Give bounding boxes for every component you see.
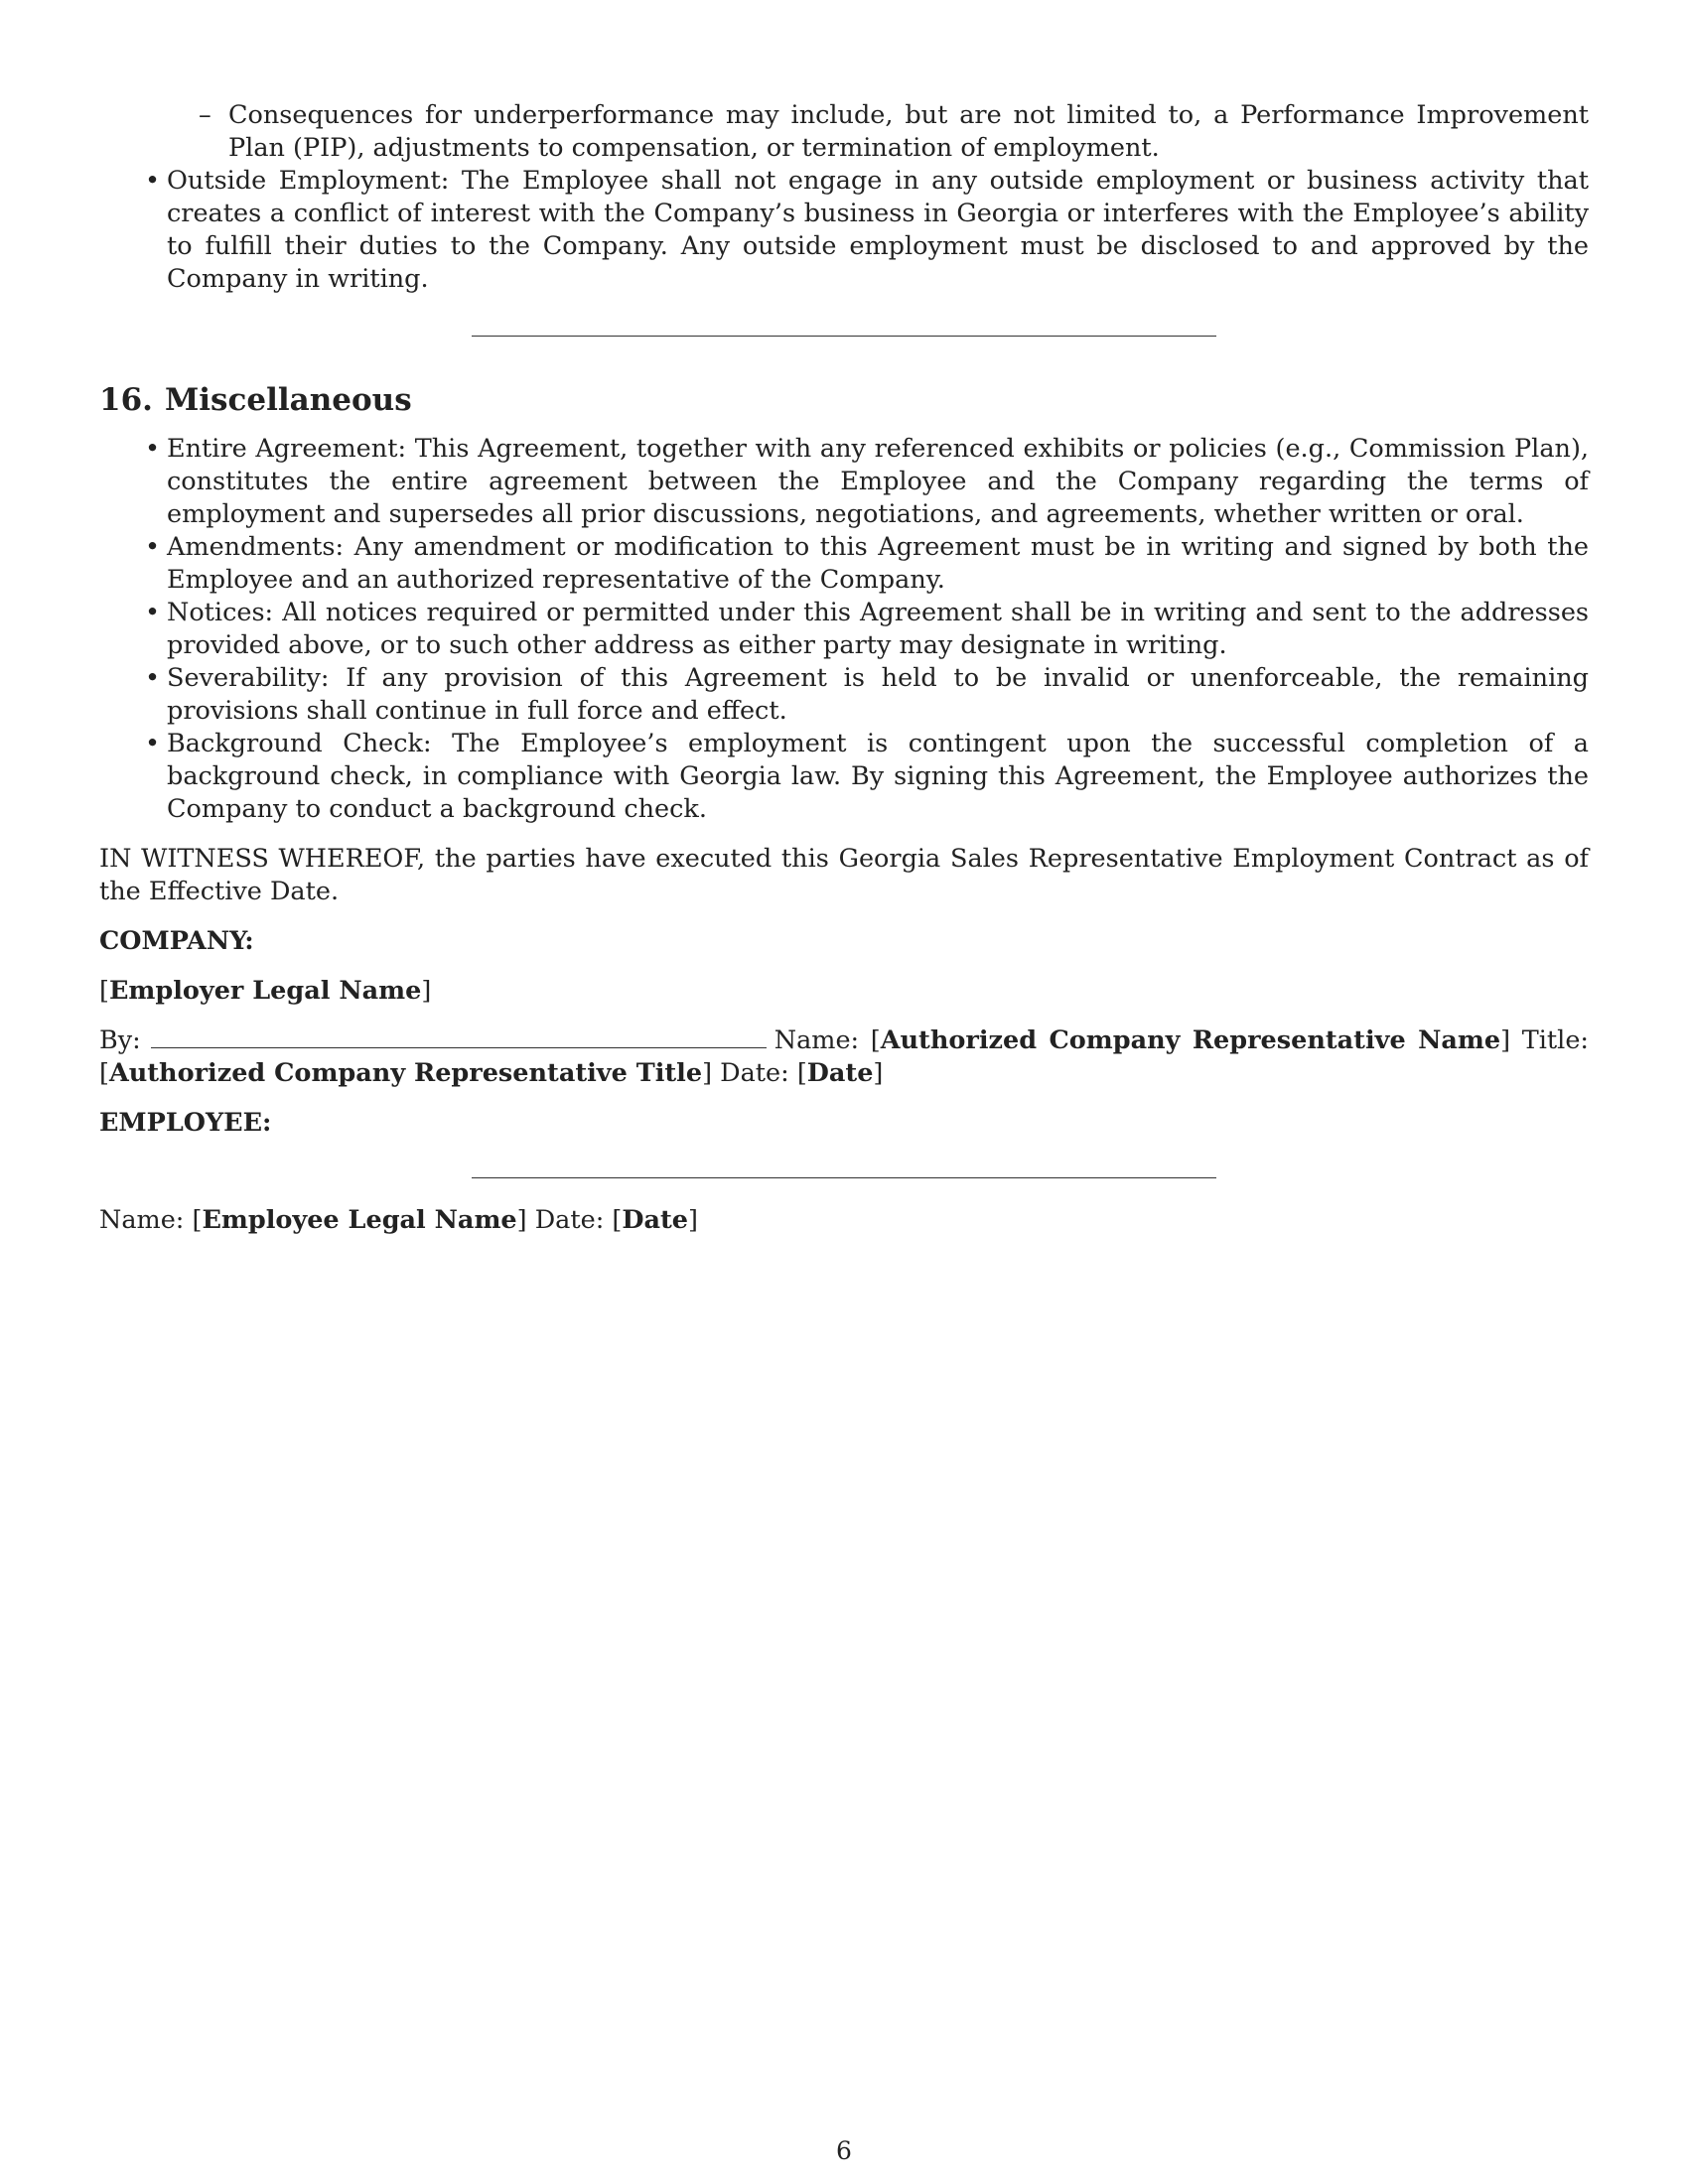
item-label: Entire Agreement:: [167, 434, 407, 464]
item-text: The Employee shall not engage in any outside employment or business activity that creates a conflict of interest with the Company’s business in Georgia or interferes with the Employee’s ability to fulfill their duties to the Company. Any outside employment must be disclosed to and approved by the Company in writing.: [167, 166, 1590, 294]
witness-clause: IN WITNESS WHEREOF, the parties have executed this Georgia Sales Representative Employment Contract as of the Effective Date.: [99, 844, 1589, 906]
sub-item-list: [99, 99, 1589, 165]
name-label: Name:: [774, 1025, 860, 1055]
item-text: All notices required or permitted under this Agreement shall be in writing and sent to the addresses provided above, or to such other address as either party may designate in writing.: [167, 598, 1589, 660]
item-text: This Agreement, together with any referenced exhibits or policies (e.g., Commission Plan), constitutes the entire agreement between the Employee and the Company regarding the terms of employment and supersedes all prior discussions, negotiations, and agreements, whether written or oral.: [167, 434, 1590, 529]
document-page: [99, 99, 1589, 1237]
section-heading-miscellaneous: [99, 380, 1589, 420]
company-legal-name-value: Employer Legal Name: [108, 976, 422, 1006]
item-label: Notices:: [167, 598, 274, 627]
employee-name-label: Name:: [99, 1205, 185, 1235]
item-label: Amendments:: [167, 532, 345, 562]
by-label: By:: [99, 1025, 141, 1055]
employee-date: Date: [622, 1205, 688, 1235]
item-text: The Employee’s employment is contingent upon the successful completion of a background check, in compliance with Georgia law. By signing this Agreement, the Employee authorizes the Company to conduct a background check.: [167, 729, 1589, 824]
section-number: 16.: [99, 382, 153, 418]
date-label: Date:: [720, 1058, 789, 1088]
list-item-severability: [99, 662, 1589, 728]
item-label: Severability:: [167, 663, 330, 693]
item-label: Outside Employment:: [167, 166, 450, 196]
continuation-item-list: [99, 165, 1589, 296]
employee-date-label: Date:: [534, 1205, 605, 1235]
representative-title: Authorized Company Representative Title: [108, 1058, 703, 1088]
page-number: 6: [836, 2136, 852, 2165]
employee-signature-block: Name: [Employee Legal Name] Date: [Date]: [99, 1205, 698, 1235]
company-legal-name: [Employer Legal Name]: [99, 976, 432, 1006]
section-divider: [472, 336, 1216, 337]
item-text: If any provision of this Agreement is held to be invalid or unenforceable, the remaining provisions shall continue in full force and effect.: [167, 663, 1589, 726]
item-text: Any amendment or modification to this Agreement must be in writing and signed by both the Employee and an authorized representative of the Company.: [167, 532, 1589, 595]
employee-name: Employee Legal Name: [202, 1205, 517, 1235]
company-date: Date: [806, 1058, 874, 1088]
employee-heading: EMPLOYEE:: [99, 1108, 272, 1138]
company-signature-line[interactable]: [151, 1027, 767, 1048]
item-label: Background Check:: [167, 729, 432, 758]
representative-name: Authorized Company Representative Name: [880, 1025, 1501, 1055]
company-heading: COMPANY:: [99, 926, 254, 956]
list-item-outside-employment: [99, 165, 1589, 296]
company-signature-block: By: Name: [Authorized Company Representative Name] Title: [Authorized Company Representative Title] Date: [Date]: [99, 1025, 1589, 1088]
list-item-background-check: [99, 728, 1589, 826]
sub-item-consequences: [99, 99, 1589, 165]
list-item-notices: [99, 597, 1589, 662]
sub-item-text: Consequences for underperformance may include, but are not limited to, a Performance Improvement Plan (PIP), adjustments to compensation, or termination of employment.: [228, 100, 1589, 163]
section-title: Miscellaneous: [164, 382, 412, 418]
list-item-entire-agreement: [99, 433, 1589, 531]
employee-signature-line[interactable]: [472, 1177, 1216, 1178]
title-label: Title:: [1521, 1025, 1589, 1055]
list-item-amendments: [99, 531, 1589, 597]
miscellaneous-item-list: [99, 433, 1589, 826]
